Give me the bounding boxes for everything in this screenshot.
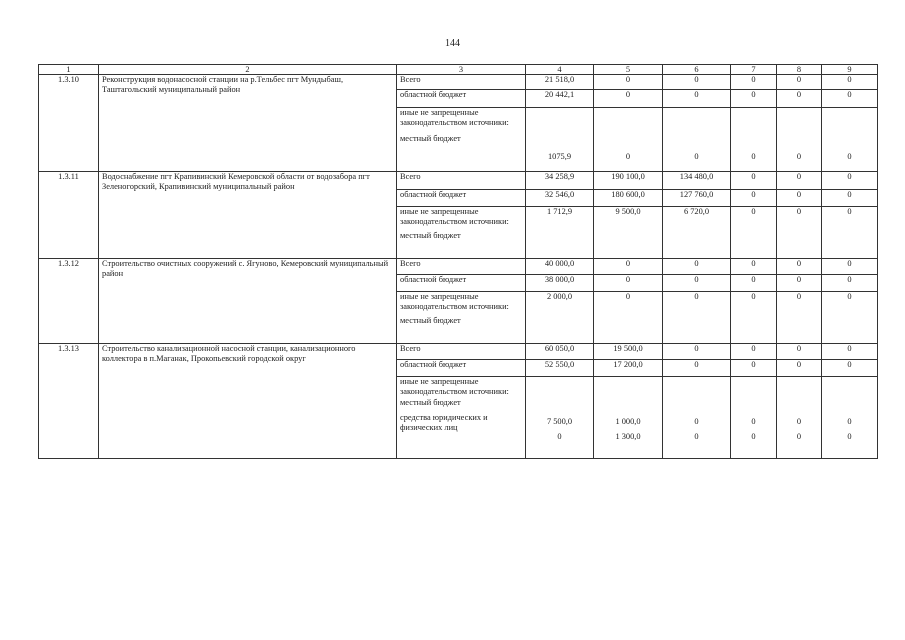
cell-value: 0: [751, 432, 756, 441]
header-row: [39, 65, 878, 75]
cell-value: 0: [777, 190, 822, 207]
cell-value: 0: [694, 417, 699, 426]
cell-value: 0: [777, 275, 822, 292]
cell-value: 0: [822, 90, 878, 108]
column-header: 4: [526, 65, 594, 75]
row-name: Строительство очистных сооружений с. Ягуново, Кемеровский муниципальный район: [99, 259, 397, 344]
cell-value: 0: [731, 360, 777, 377]
table-row: [39, 172, 878, 190]
cell-group: [594, 377, 663, 459]
cell-value: 0: [777, 108, 822, 172]
cell-value: 0: [731, 207, 777, 259]
cell-value: 0: [594, 292, 663, 344]
cell-value: 0: [663, 108, 731, 172]
other-sources-title: иные не запрещенные законодательством источники:: [400, 108, 509, 127]
cell-value: 127 760,0: [663, 190, 731, 207]
cell-value: 0: [822, 172, 878, 190]
cell-group: [777, 377, 822, 459]
table-row: [39, 344, 878, 360]
cell-value: 0: [731, 292, 777, 344]
cell-value: 38 000,0: [526, 275, 594, 292]
table-row: [39, 259, 878, 275]
cell-value: 20 442,1: [526, 90, 594, 108]
cell-value: 0: [594, 75, 663, 90]
cell-value: 1 300,0: [615, 432, 641, 441]
row-name: Строительство канализационной насосной станции, канализационного коллектора в п.Маганак, Прокопьевский городской округ: [99, 344, 397, 459]
cell-value: 1 000,0: [615, 417, 641, 426]
table-row: [39, 75, 878, 90]
cell-value: 0: [557, 432, 562, 441]
cell-value: 0: [731, 275, 777, 292]
cell-value: 0: [663, 344, 731, 360]
cell-value: 52 550,0: [526, 360, 594, 377]
source-label: Всего: [397, 75, 526, 90]
local-budget-label: местный бюджет: [400, 398, 461, 407]
cell-value: 0: [822, 275, 878, 292]
cell-value: 0: [822, 207, 878, 259]
cell-value: 0: [731, 259, 777, 275]
cell-value: 0: [594, 90, 663, 108]
source-label: областной бюджет: [397, 360, 526, 377]
cell-value: 0: [822, 259, 878, 275]
cell-value: 0: [594, 259, 663, 275]
cell-value: 34 258,9: [526, 172, 594, 190]
cell-value: 0: [731, 108, 777, 172]
page-number: 144: [445, 38, 460, 49]
cell-value: 0: [777, 90, 822, 108]
local-budget-label: местный бюджет: [400, 231, 461, 240]
cell-value: 1075,9: [526, 108, 594, 172]
cell-value: 19 500,0: [594, 344, 663, 360]
source-label: Всего: [397, 259, 526, 275]
cell-value: 0: [663, 75, 731, 90]
cell-value: 0: [777, 207, 822, 259]
cell-value: 0: [822, 360, 878, 377]
cell-value: 0: [822, 292, 878, 344]
cell-value: 0: [777, 344, 822, 360]
cell-value: 0: [751, 417, 756, 426]
cell-value: 180 600,0: [594, 190, 663, 207]
cell-value: 190 100,0: [594, 172, 663, 190]
column-header: 8: [777, 65, 822, 75]
source-label-other: [397, 292, 526, 344]
cell-value: 0: [731, 344, 777, 360]
cell-value: 0: [694, 432, 699, 441]
local-budget-label: местный бюджет: [400, 316, 461, 325]
cell-value: 21 518,0: [526, 75, 594, 90]
cell-value: 2 000,0: [526, 292, 594, 344]
cell-value: 0: [731, 190, 777, 207]
budget-table: [38, 64, 878, 459]
cell-value: 0: [777, 259, 822, 275]
cell-value: 0: [731, 172, 777, 190]
cell-value: 0: [777, 75, 822, 90]
cell-value: 0: [777, 360, 822, 377]
column-header: 7: [731, 65, 777, 75]
row-code: 1.3.12: [39, 259, 99, 344]
column-header: 6: [663, 65, 731, 75]
column-header: 9: [822, 65, 878, 75]
cell-value: 0: [663, 360, 731, 377]
cell-value: 0: [594, 108, 663, 172]
source-label: областной бюджет: [397, 190, 526, 207]
cell-value: 40 000,0: [526, 259, 594, 275]
row-name: Водоснабжение пгт Крапивинский Кемеровской области от водозабора пгт Зеленогорский, Крапивинский муниципальный район: [99, 172, 397, 259]
cell-value: 0: [663, 275, 731, 292]
cell-value: 6 720,0: [663, 207, 731, 259]
row-code: 1.3.11: [39, 172, 99, 259]
column-header: 1: [39, 65, 99, 75]
column-header: 3: [397, 65, 526, 75]
source-label: областной бюджет: [397, 275, 526, 292]
cell-value: 0: [594, 275, 663, 292]
cell-value: 17 200,0: [594, 360, 663, 377]
cell-value: 1 712,9: [526, 207, 594, 259]
column-header: 2: [99, 65, 397, 75]
row-code: 1.3.13: [39, 344, 99, 459]
cell-value: 0: [847, 432, 852, 441]
cell-value: 0: [731, 90, 777, 108]
legal-entities-label: средства юридических и физических лиц: [400, 413, 488, 432]
cell-value: 0: [796, 432, 802, 441]
cell-group: [822, 377, 878, 459]
other-sources-title: иные не запрещенные законодательством источники:: [400, 377, 509, 396]
cell-value: 0: [663, 259, 731, 275]
row-code: 1.3.10: [39, 75, 99, 172]
cell-value: 0: [822, 190, 878, 207]
cell-value: 0: [663, 292, 731, 344]
cell-group: [663, 377, 731, 459]
local-budget-label: местный бюджет: [400, 134, 461, 143]
cell-value: 60 050,0: [526, 344, 594, 360]
cell-group: [731, 377, 777, 459]
cell-value: 0: [777, 292, 822, 344]
source-label-other: [397, 377, 526, 459]
cell-value: 32 546,0: [526, 190, 594, 207]
other-sources-title: иные не запрещенные законодательством источники:: [400, 292, 509, 311]
source-label: Всего: [397, 172, 526, 190]
cell-value: 0: [663, 90, 731, 108]
cell-value: 0: [822, 75, 878, 90]
cell-value: 0: [847, 417, 852, 426]
source-label-other: [397, 207, 526, 259]
cell-value: 9 500,0: [594, 207, 663, 259]
cell-value: 7 500,0: [546, 417, 573, 426]
cell-value: 0: [822, 344, 878, 360]
cell-value: 0: [731, 75, 777, 90]
cell-value: 0: [777, 172, 822, 190]
source-label-other: [397, 108, 526, 172]
cell-value: 134 480,0: [663, 172, 731, 190]
cell-group: [526, 377, 594, 459]
source-label: областной бюджет: [397, 90, 526, 108]
cell-value: 0: [822, 108, 878, 172]
other-sources-title: иные не запрещенные законодательством источники:: [400, 207, 509, 226]
cell-value: 0: [796, 417, 802, 426]
column-header: 5: [594, 65, 663, 75]
source-label: Всего: [397, 344, 526, 360]
row-name: Реконструкция водонасосной станции на р.Тельбес пгт Мундыбаш, Таштагольский муниципальный район: [99, 75, 397, 172]
